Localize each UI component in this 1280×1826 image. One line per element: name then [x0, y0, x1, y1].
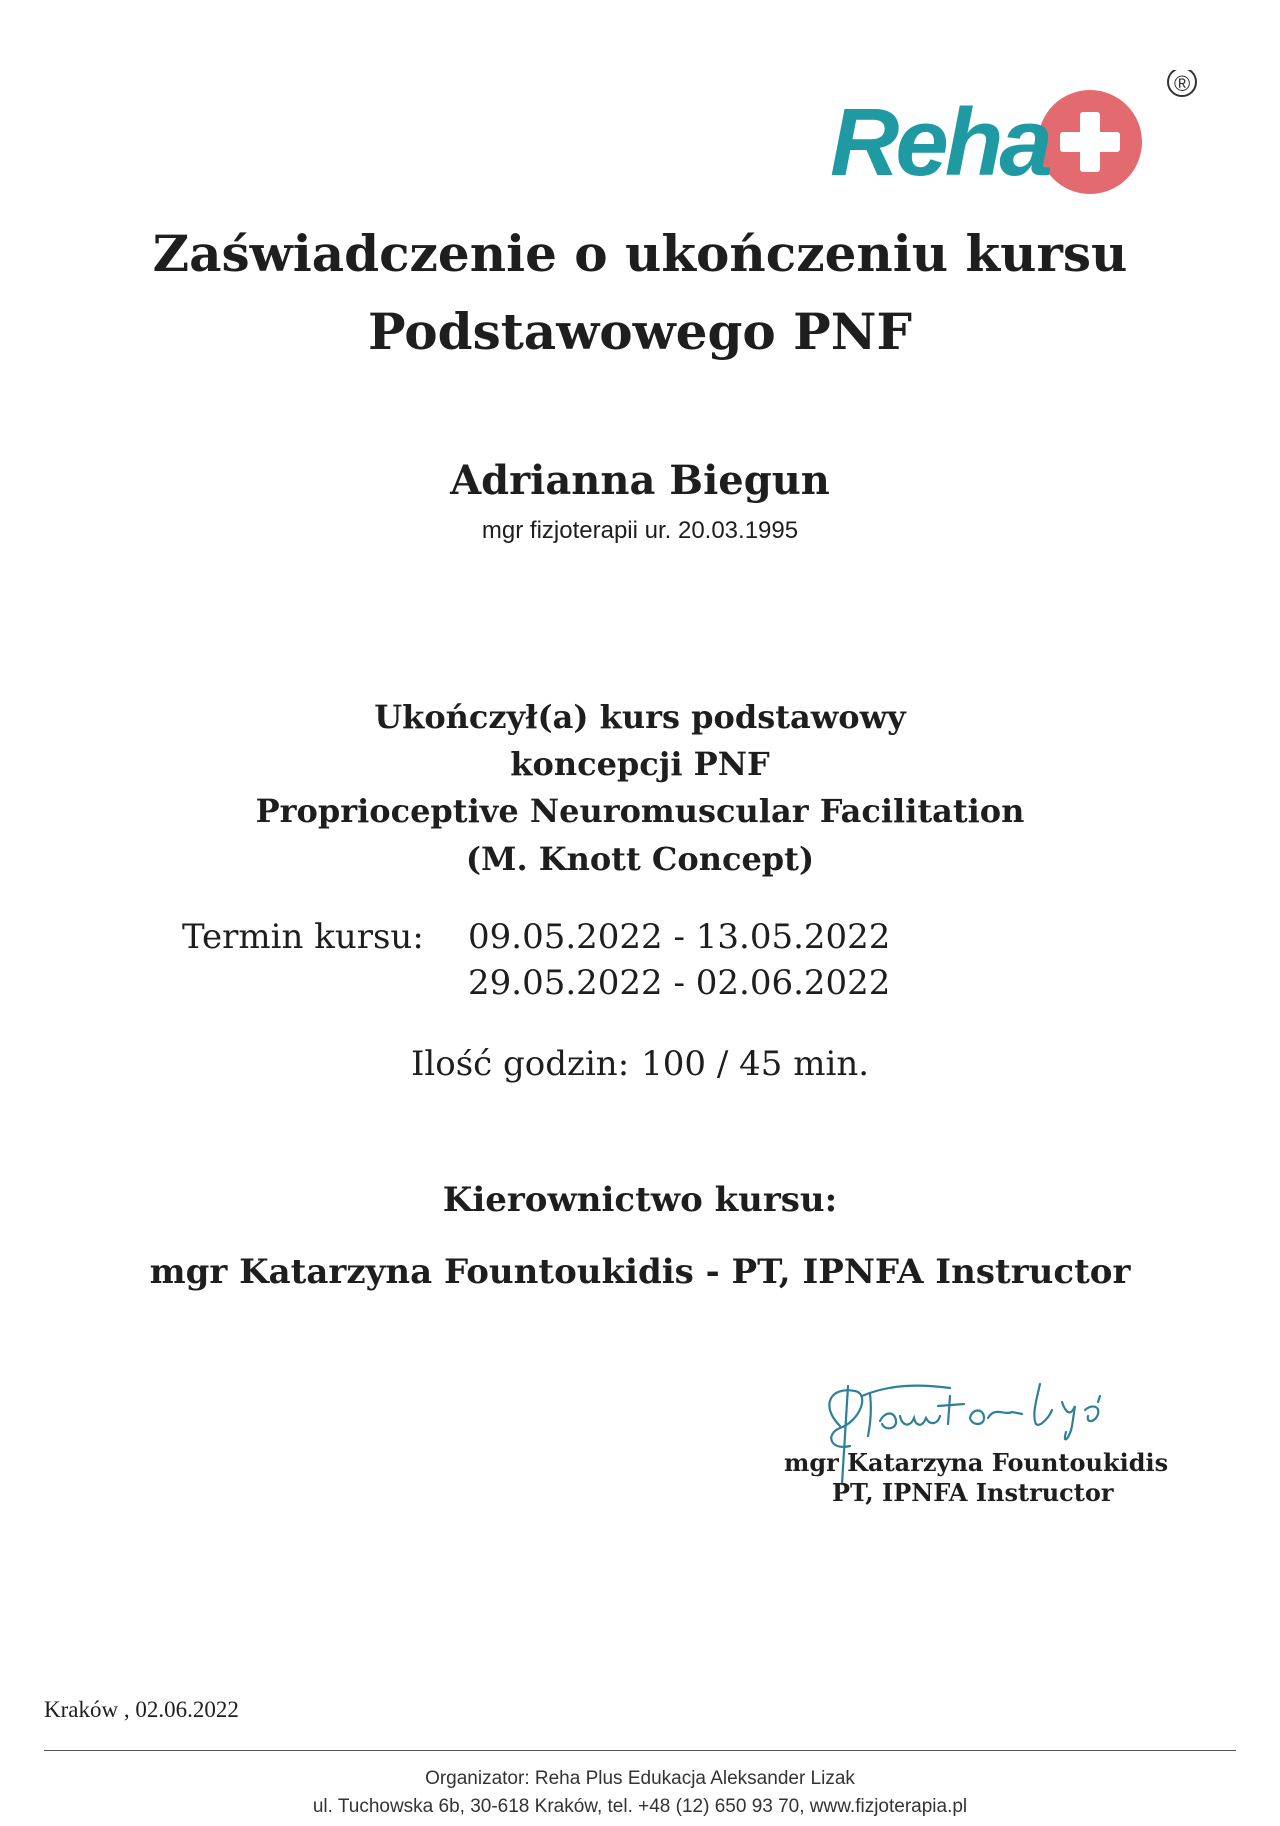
- footer-organizer: Organizator: Reha Plus Edukacja Aleksander Lizak: [425, 1768, 855, 1789]
- leadership-person: mgr Katarzyna Fountoukidis - PT, IPNFA Instructor: [149, 1252, 1131, 1292]
- course-line-3: Proprioceptive Neuromuscular Facilitation: [255, 792, 1025, 830]
- footer-divider: [44, 1750, 1236, 1751]
- signature-name: mgr Katarzyna Fountoukidis: [784, 1448, 1169, 1477]
- footer-address: ul. Tuchowska 6b, 30-618 Kraków, tel. +48 (12) 650 93 70, www.fizjoterapia.pl: [312, 1796, 968, 1817]
- signature-title: PT, IPNFA Instructor: [832, 1478, 1114, 1507]
- term-date-1: 09.05.2022 - 13.05.2022: [468, 917, 891, 957]
- logo-wordmark: Reha: [830, 89, 1049, 196]
- term-label: Termin kursu:: [182, 917, 424, 957]
- certificate-title-line2: Podstawowego PNF: [368, 302, 912, 361]
- course-line-2: koncepcji PNF: [510, 745, 770, 783]
- reha-plus-logo: [820, 70, 1210, 200]
- hours-label: Ilość godzin:: [410, 1044, 630, 1084]
- place-and-date: Kraków , 02.06.2022: [44, 1697, 239, 1722]
- certificate-title-line1: Zaświadczenie o ukończeniu kursu: [152, 224, 1128, 283]
- course-line-4: (M. Knott Concept): [465, 840, 815, 878]
- registered-mark: ®: [1174, 71, 1191, 96]
- recipient-name: Adrianna Biegun: [450, 457, 830, 504]
- course-line-1: Ukończył(a) kurs podstawowy: [374, 698, 906, 736]
- term-date-2: 29.05.2022 - 02.06.2022: [468, 963, 891, 1003]
- leadership-heading: Kierownictwo kursu:: [442, 1180, 838, 1220]
- hours-value: 100 / 45 min.: [641, 1044, 870, 1084]
- hours-line: [0, 1044, 1280, 1084]
- recipient-degree: mgr fizjoterapii ur. 20.03.1995: [481, 517, 799, 544]
